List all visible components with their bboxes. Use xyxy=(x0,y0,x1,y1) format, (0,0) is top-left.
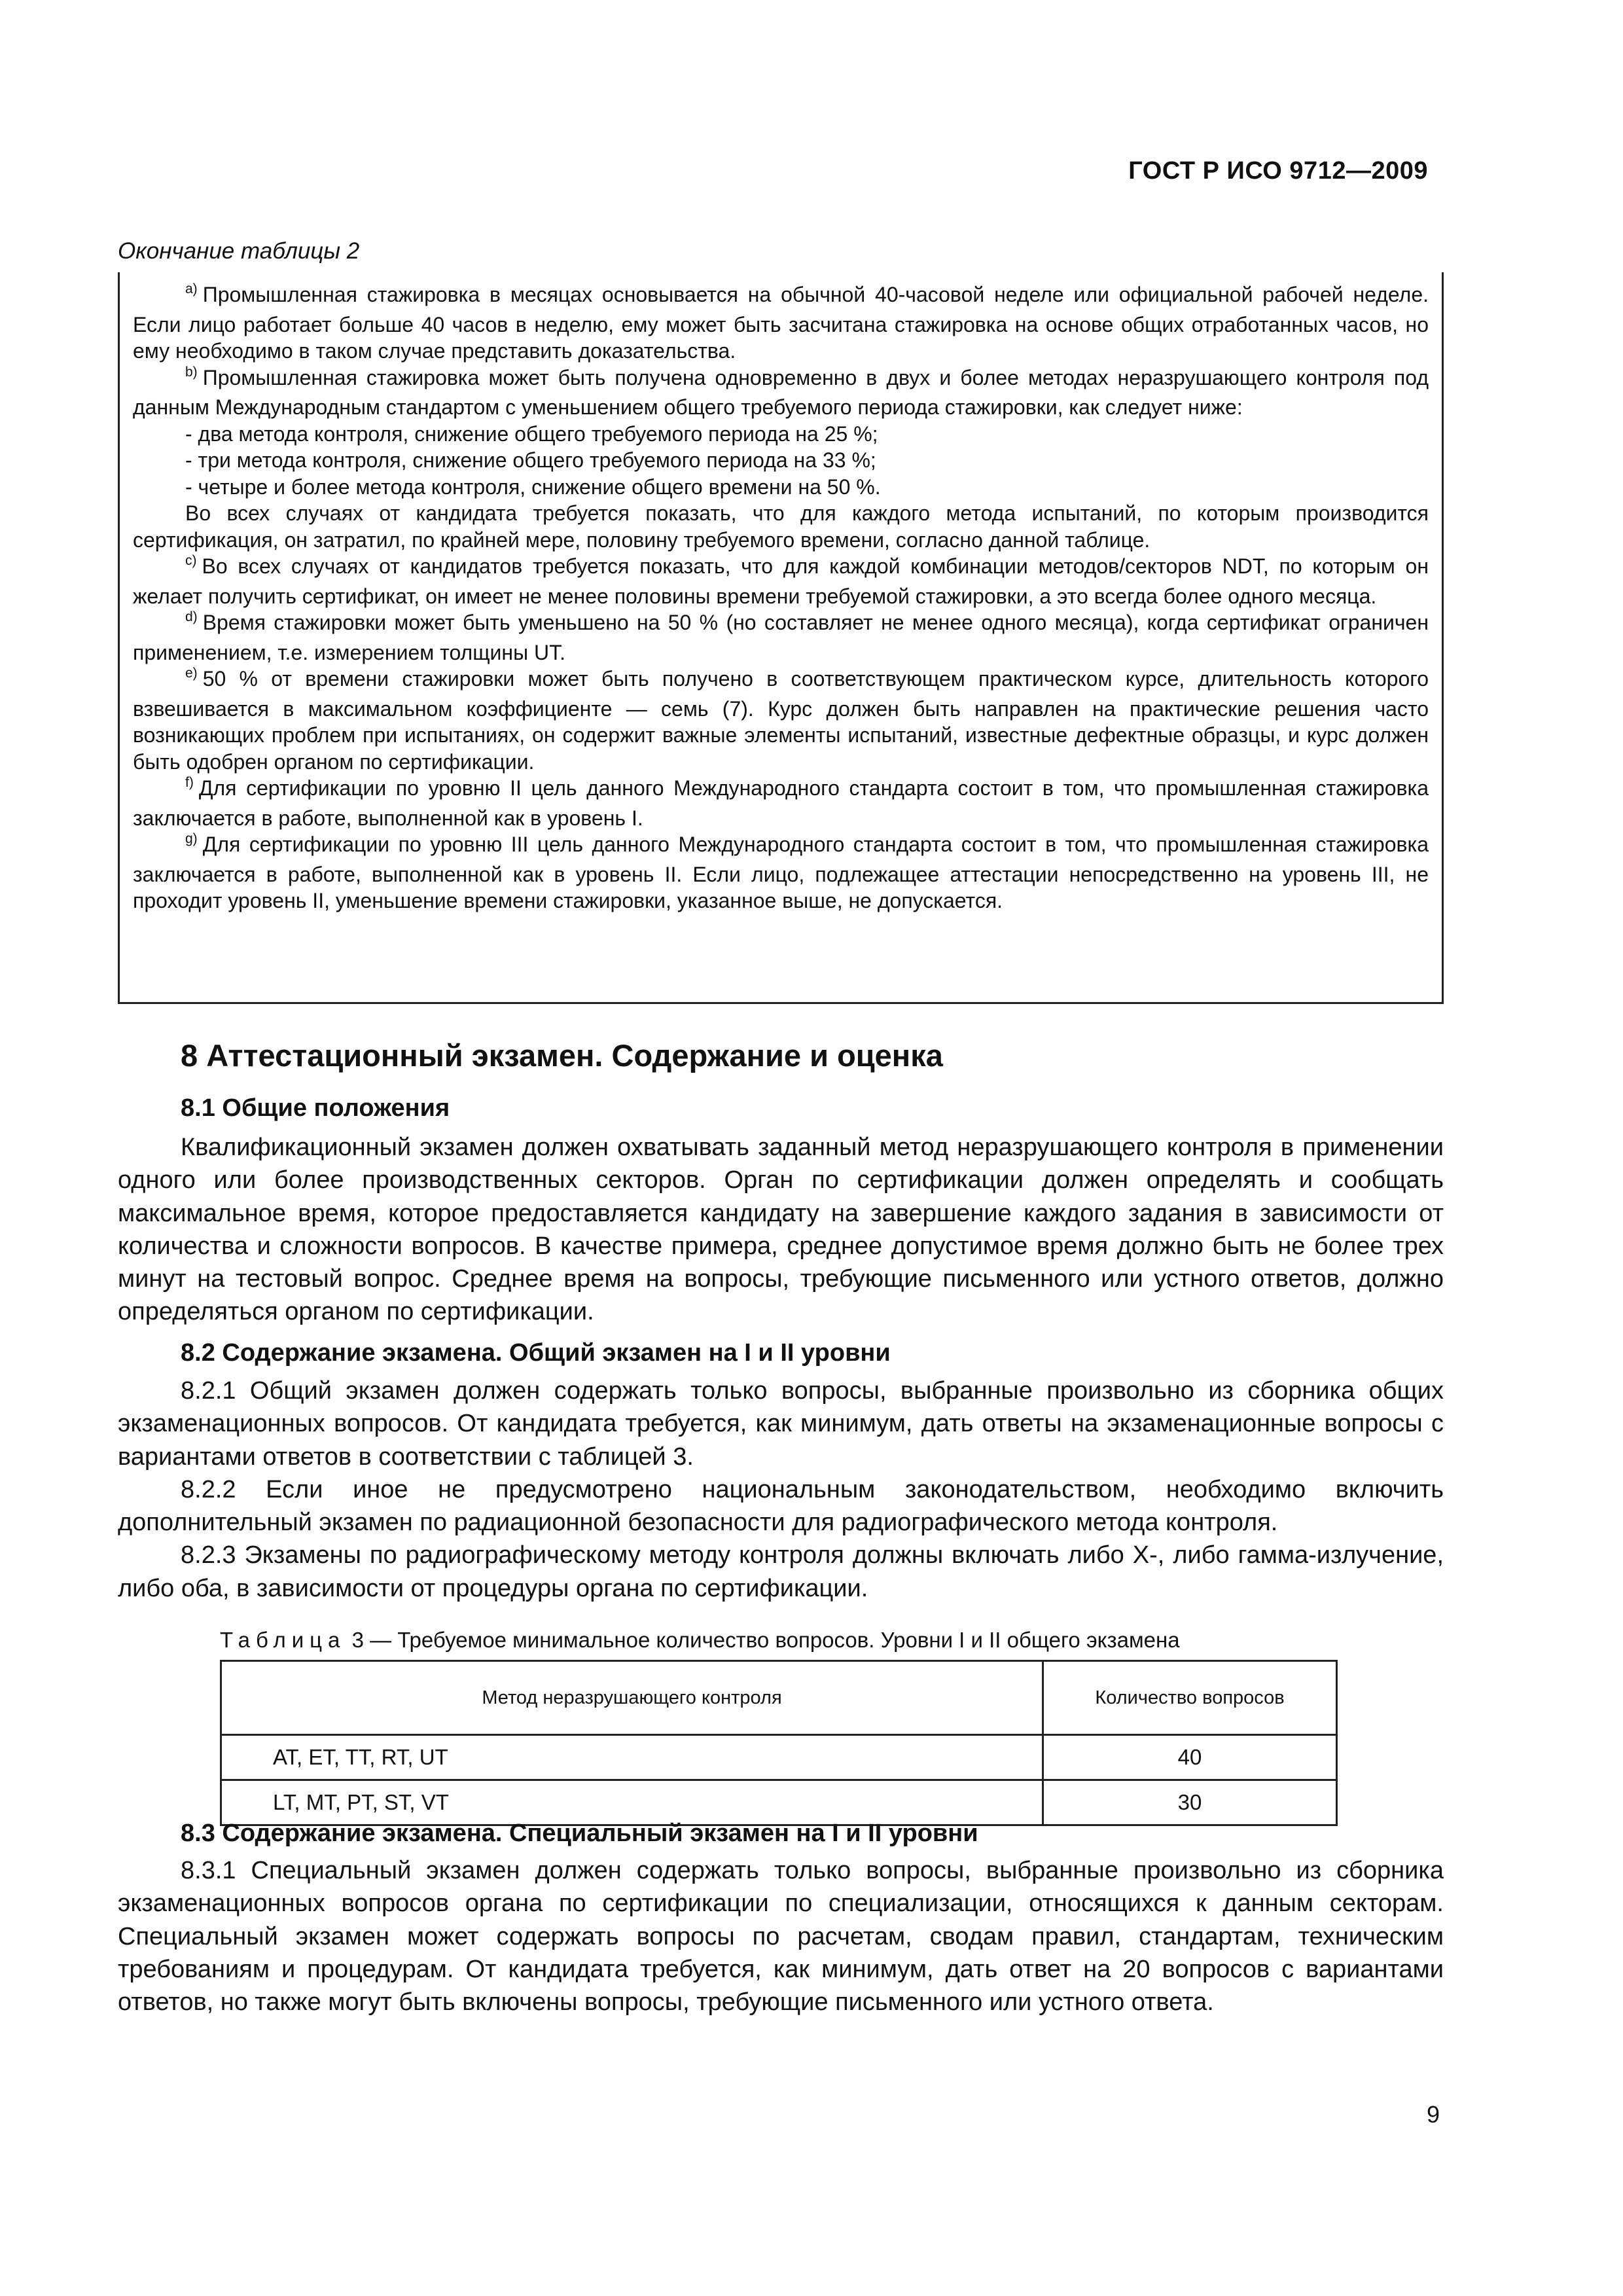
section-8-2-heading: 8.2 Содержание экзамена. Общий экзамен на I и II уровни xyxy=(181,1339,891,1367)
footnote-mark: d) xyxy=(185,609,198,624)
section-8-1-body xyxy=(118,1131,1444,1329)
footnote-mark: g) xyxy=(185,831,198,846)
footnote-d xyxy=(133,609,1429,666)
footnote-text: Промышленная стажировка в месяцах основывается на обычной 40-часовой неделе или официальной рабочей неделе. Если лицо работает больше 40 часов в неделю, ему может быть засчитана стажировка на основе общих отработанных часов, но ему необходимо в таком случае представить доказательства. xyxy=(133,283,1429,363)
footnote-b-continuation: Во всех случаях от кандидата требуется показать, что для каждого метода испытаний, по которым производится сертификация, он затратил, по крайней мере, половину требуемого времени, согласно данной таблице. xyxy=(133,501,1429,552)
footnote-a xyxy=(133,281,1429,365)
footnote-mark: e) xyxy=(185,666,198,681)
column-header: Количество вопросов xyxy=(1043,1661,1337,1735)
footnote-list-item: - четыре и более метода контроля, снижение общего времени на 50 %. xyxy=(185,475,881,499)
document-code: ГОСТ Р ИСО 9712—2009 xyxy=(1128,157,1428,185)
table-cell: LT, MT, PT, ST, VT xyxy=(221,1780,1043,1825)
footnote-g xyxy=(133,831,1429,914)
footnote-e xyxy=(133,666,1429,775)
table3-caption xyxy=(220,1628,1180,1653)
footnote-mark: a) xyxy=(185,281,198,296)
footnote-text: Для сертификации по уровню II цель данного Международного стандарта состоит в том, что промышленная стажировка заключается в работе, выполненной как в уровень I. xyxy=(133,776,1429,830)
table-cell: 30 xyxy=(1043,1780,1337,1825)
section-8-3-body xyxy=(118,1854,1444,2018)
footnote-b xyxy=(133,365,1429,421)
footnote-f xyxy=(133,775,1429,831)
footnote-text: Для сертификации по уровню III цель данного Международного стандарта состоит в том, что промышленная стажировка заключается в работе, выполненной как в уровень II. Если лицо, подлежащее аттестации непосредственно на уровень III, не проходит уровень II, уменьшение времени стажировки, указанное выше, не допускается. xyxy=(133,833,1429,912)
section-8-1-heading: 8.1 Общие положения xyxy=(181,1094,450,1122)
page-number: 9 xyxy=(1426,2101,1440,2128)
column-header: Метод неразрушающего контроля xyxy=(221,1661,1043,1735)
footnote-list-item: - два метода контроля, снижение общего требуемого периода на 25 %; xyxy=(185,422,878,446)
table-cell: 40 xyxy=(1043,1735,1337,1780)
paragraph-8-3-1: 8.3.1 Специальный экзамен должен содержать только вопросы, выбранные произвольно из сборника экзаменационных вопросов органа по сертификации по специализации, относящихся к данным секторам. Специальный экзамен может содержать вопросы по расчетам, сводам правил, стандартам, техническим требованиям и процедурам. От кандидата требуется, как минимум, дать ответ на 20 вопросов с вариантами ответов, но также могут быть включены вопросы, требующие письменного или устного ответа. xyxy=(118,1857,1444,2017)
table-row xyxy=(221,1780,1337,1825)
section-8-2-body xyxy=(118,1374,1444,1605)
paragraph-8-2-1: 8.2.1 Общий экзамен должен содержать только вопросы, выбранные произвольно из сборника общих экзаменационных вопросов. От кандидата требуется, как минимум, дать ответы на экзаменационные вопросы с вариантами ответов в соответствии с таблицей 3. xyxy=(118,1377,1444,1471)
paragraph-8-2-2: 8.2.2 Если иное не предусмотрено национальным законодательством, необходимо включить дополнительный экзамен по радиационной безопасности для радиографического метода контроля. xyxy=(118,1475,1444,1537)
footnote-text: 50 % от времени стажировки может быть получено в соответствующем практическом курсе, длительность которого взвешивается в максимальном коэффициенте — семь (7). Курс должен быть направлен на практические решения часто возникающих проблем при испытаниях, он содержит важные элементы испытаний, известные дефектные образцы, и курс должен быть одобрен органом по сертификации. xyxy=(133,667,1429,774)
footnote-text: Промышленная стажировка может быть получена одновременно в двух и более методах неразрушающего контроля под данным Международным стандартом с уменьшением общего требуемого периода стажировки, как следует ниже: xyxy=(133,365,1429,419)
section-8-heading: 8 Аттестационный экзамен. Содержание и оценка xyxy=(181,1038,943,1073)
footnote-mark: c) xyxy=(185,553,197,568)
table-cell: AT, ET, TT, RT, UT xyxy=(221,1735,1043,1780)
footnote-text: Время стажировки может быть уменьшено на 50 % (но составляет не менее одного месяца), когда сертификат ограничен применением, т.е. измерением толщины UT. xyxy=(133,611,1429,664)
table-label: Таблица xyxy=(220,1628,346,1652)
table2-footnotes xyxy=(118,272,1444,1004)
table-continuation-caption: Окончание таблицы 2 xyxy=(118,238,360,264)
table-row xyxy=(221,1735,1337,1780)
footnote-text: Во всех случаях от кандидатов требуется показать, что для каждой комбинации методов/секторов NDT, по которым он желает получить сертификат, он имеет не менее половины времени требуемой стажировки, а это всегда более одного месяца. xyxy=(133,554,1429,608)
footnote-mark: f) xyxy=(185,775,194,790)
table-header-row xyxy=(221,1661,1337,1735)
table3 xyxy=(220,1660,1338,1826)
footnote-mark: b) xyxy=(185,364,198,380)
section-8-3-heading: 8.3 Содержание экзамена. Специальный экзамен на I и II уровни xyxy=(181,1820,978,1847)
paragraph-8-2-3: 8.2.3 Экзамены по радиографическому методу контроля должны включать либо X-, либо гамма-излучение, либо оба, в зависимости от процедуры органа по сертификации. xyxy=(118,1541,1444,1602)
footnote-list-item: - три метода контроля, снижение общего требуемого периода на 33 %; xyxy=(185,448,876,472)
table-caption-text: 3 — Требуемое минимальное количество вопросов. Уровни I и II общего экзамена xyxy=(351,1628,1180,1652)
footnote-c xyxy=(133,553,1429,609)
paragraph: Квалификационный экзамен должен охватывать заданный метод неразрушающего контроля в применении одного или более производственных секторов. Орган по сертификации должен определять и сообщать максимальное время, которое предоставляется кандидату на завершение каждого задания в зависимости от количества и сложности вопросов. В качестве примера, среднее допустимое время должно быть не более трех минут на тестовый вопрос. Среднее время на вопросы, требующие письменного или устного ответов, должно определяться органом по сертификации. xyxy=(118,1134,1444,1326)
